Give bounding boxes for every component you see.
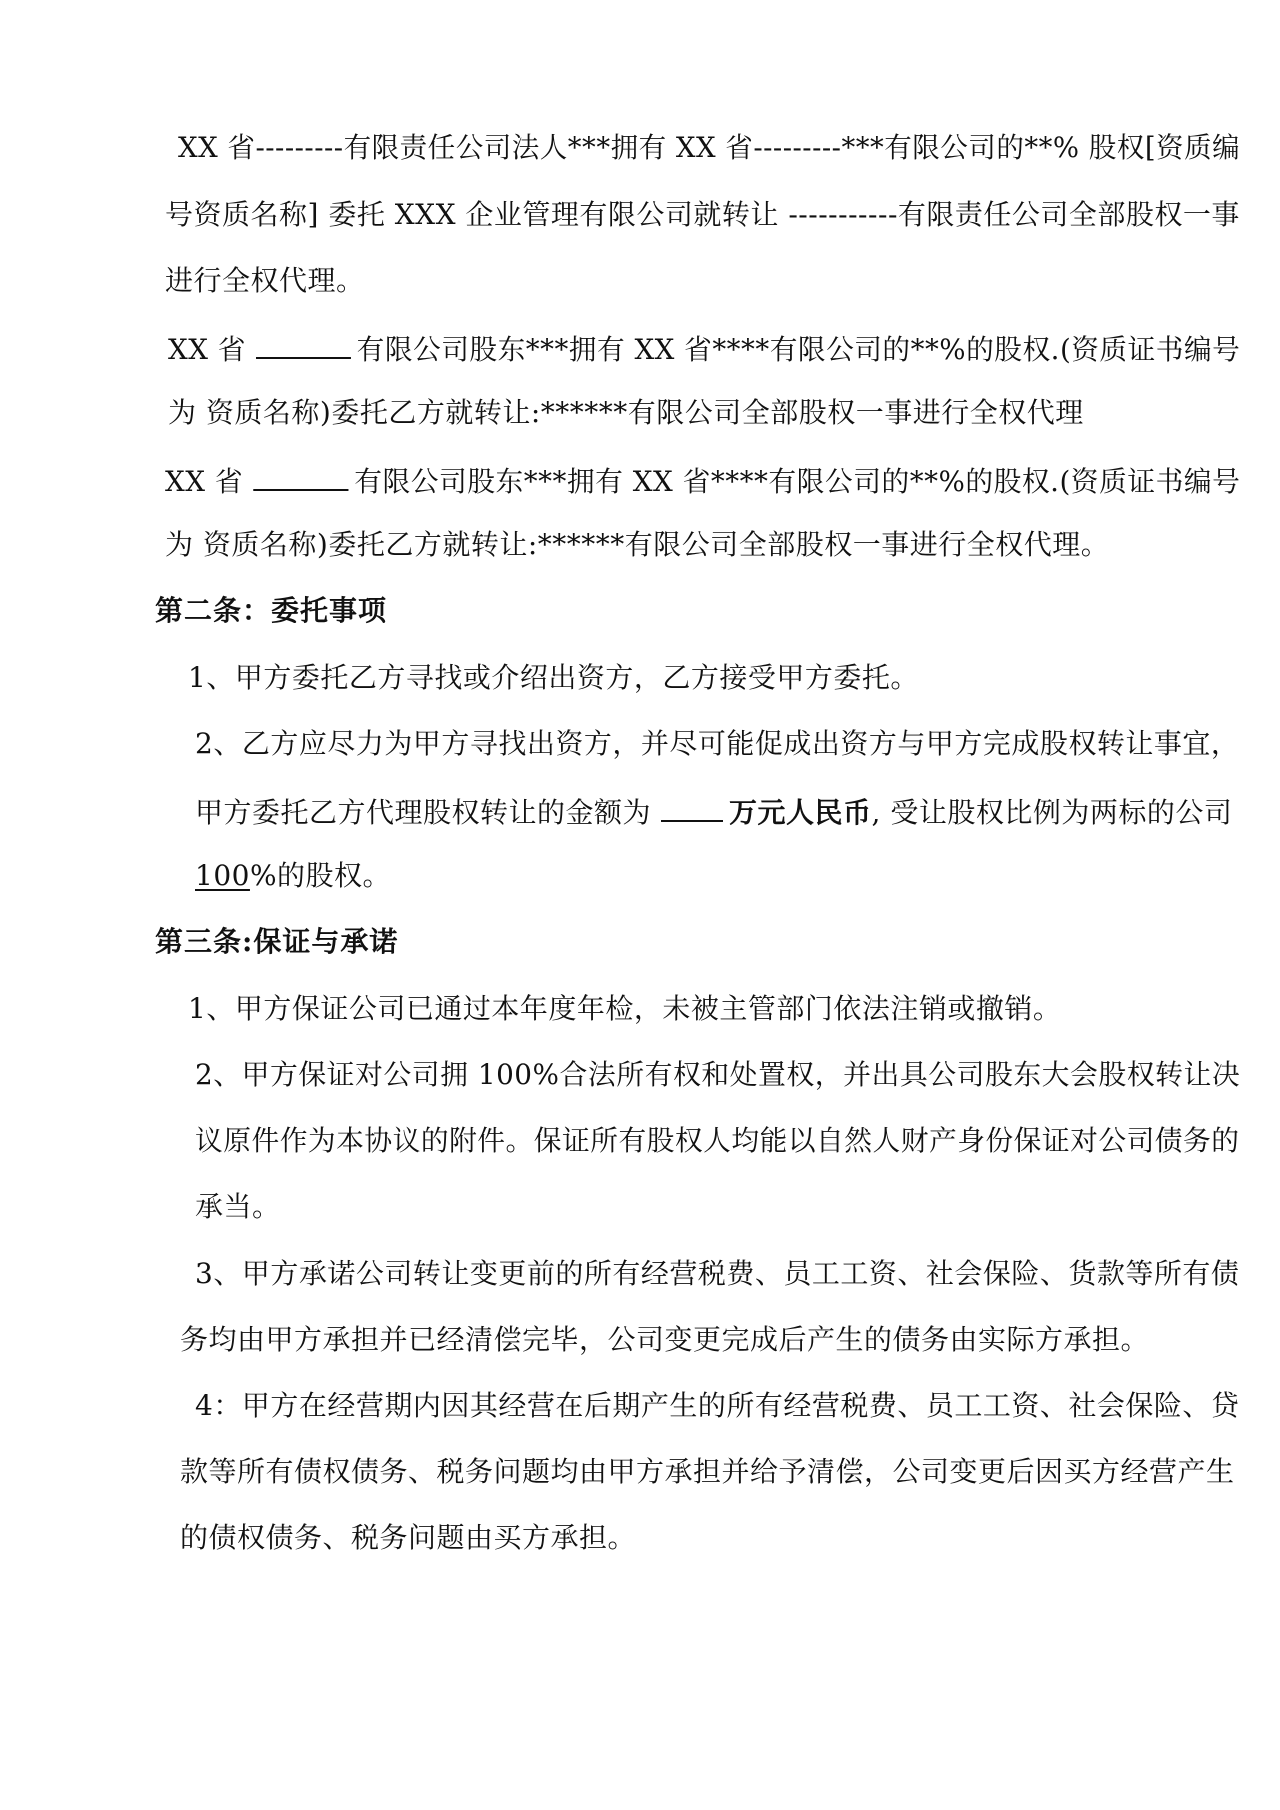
article-3-heading: 第三条:保证与承诺 bbox=[155, 925, 399, 958]
article-2-item-2-line-3 bbox=[195, 856, 391, 896]
equity-percent-suffix: %的股权。 bbox=[249, 859, 392, 892]
p2-province: XX 省 bbox=[168, 333, 246, 366]
p3-blank-field bbox=[253, 459, 348, 491]
p1-line-2: 号资质名称] 委托 XXX 企业管理有限公司就转让 -----------有限责任公司全部股权一事 bbox=[165, 198, 1240, 231]
article-2-item-2-line-2 bbox=[195, 790, 1232, 833]
article-3-item-2-line-2: 议原件作为本协议的附件。保证所有股权人均能以自然人财产身份保证对公司债务的 bbox=[195, 1124, 1240, 1157]
equity-percent: 100 bbox=[195, 859, 250, 892]
p3-line-1 bbox=[165, 459, 1240, 502]
article-2-item-1: 1、甲方委托乙方寻找或介绍出资方，乙方接受甲方委托。 bbox=[188, 661, 919, 694]
p1-line-1: XX 省---------有限责任公司法人***拥有 XX 省---------***有限公司的**% 股权[资质编 bbox=[178, 131, 1241, 164]
p3-province: XX 省 bbox=[165, 465, 244, 498]
equity-ratio-text: , 受让股权比例为两标的公司 bbox=[871, 796, 1233, 829]
p3-text: 有限公司股东***拥有 XX 省****有限公司的**%的股权.(资质证书编号 bbox=[354, 465, 1241, 498]
p2-blank-field bbox=[256, 327, 351, 359]
p1-line-3: 进行全权代理。 bbox=[165, 264, 365, 297]
article-3-item-4-line-2: 款等所有债权债务、税务问题均由甲方承担并给予清偿，公司变更后因买方经营产生 bbox=[180, 1455, 1235, 1488]
article-3-item-4-line-3: 的债权债务、税务问题由买方承担。 bbox=[180, 1521, 637, 1554]
article-2-heading: 第二条：委托事项 bbox=[155, 594, 388, 627]
article-3-item-3-line-2: 务均由甲方承担并已经清偿完毕，公司变更完成后产生的债务由实际方承担。 bbox=[180, 1323, 1150, 1356]
amount-blank-field bbox=[661, 790, 723, 822]
currency-unit: 万元人民币 bbox=[729, 796, 872, 829]
article-3-item-1: 1、甲方保证公司已通过本年度年检，未被主管部门依法注销或撤销。 bbox=[188, 992, 1062, 1025]
article-3-item-3-line-1: 3、甲方承诺公司转让变更前的所有经营税费、员工工资、社会保险、货款等所有债 bbox=[195, 1257, 1240, 1290]
amount-label: 甲方委托乙方代理股权转让的金额为 bbox=[195, 796, 652, 829]
p2-line-2: 为 资质名称)委托乙方就转让:******有限公司全部股权一事进行全权代理 bbox=[168, 396, 1084, 429]
article-3-item-2-line-1: 2、甲方保证对公司拥 100%合法所有权和处置权，并出具公司股东大会股权转让决 bbox=[195, 1058, 1241, 1091]
article-3-item-2-line-3: 承当。 bbox=[195, 1190, 281, 1223]
article-2-item-2-line-1: 2、乙方应尽力为甲方寻找出资方，并尽可能促成出资方与甲方完成股权转让事宜， bbox=[195, 727, 1240, 760]
p3-line-2: 为 资质名称)委托乙方就转让:******有限公司全部股权一事进行全权代理。 bbox=[165, 528, 1110, 561]
p2-text: 有限公司股东***拥有 XX 省****有限公司的**%的股权.(资质证书编号 bbox=[356, 333, 1241, 366]
p2-line-1 bbox=[168, 327, 1240, 370]
article-3-item-4-line-1: 4：甲方在经营期内因其经营在后期产生的所有经营税费、员工工资、社会保险、贷 bbox=[195, 1389, 1240, 1422]
